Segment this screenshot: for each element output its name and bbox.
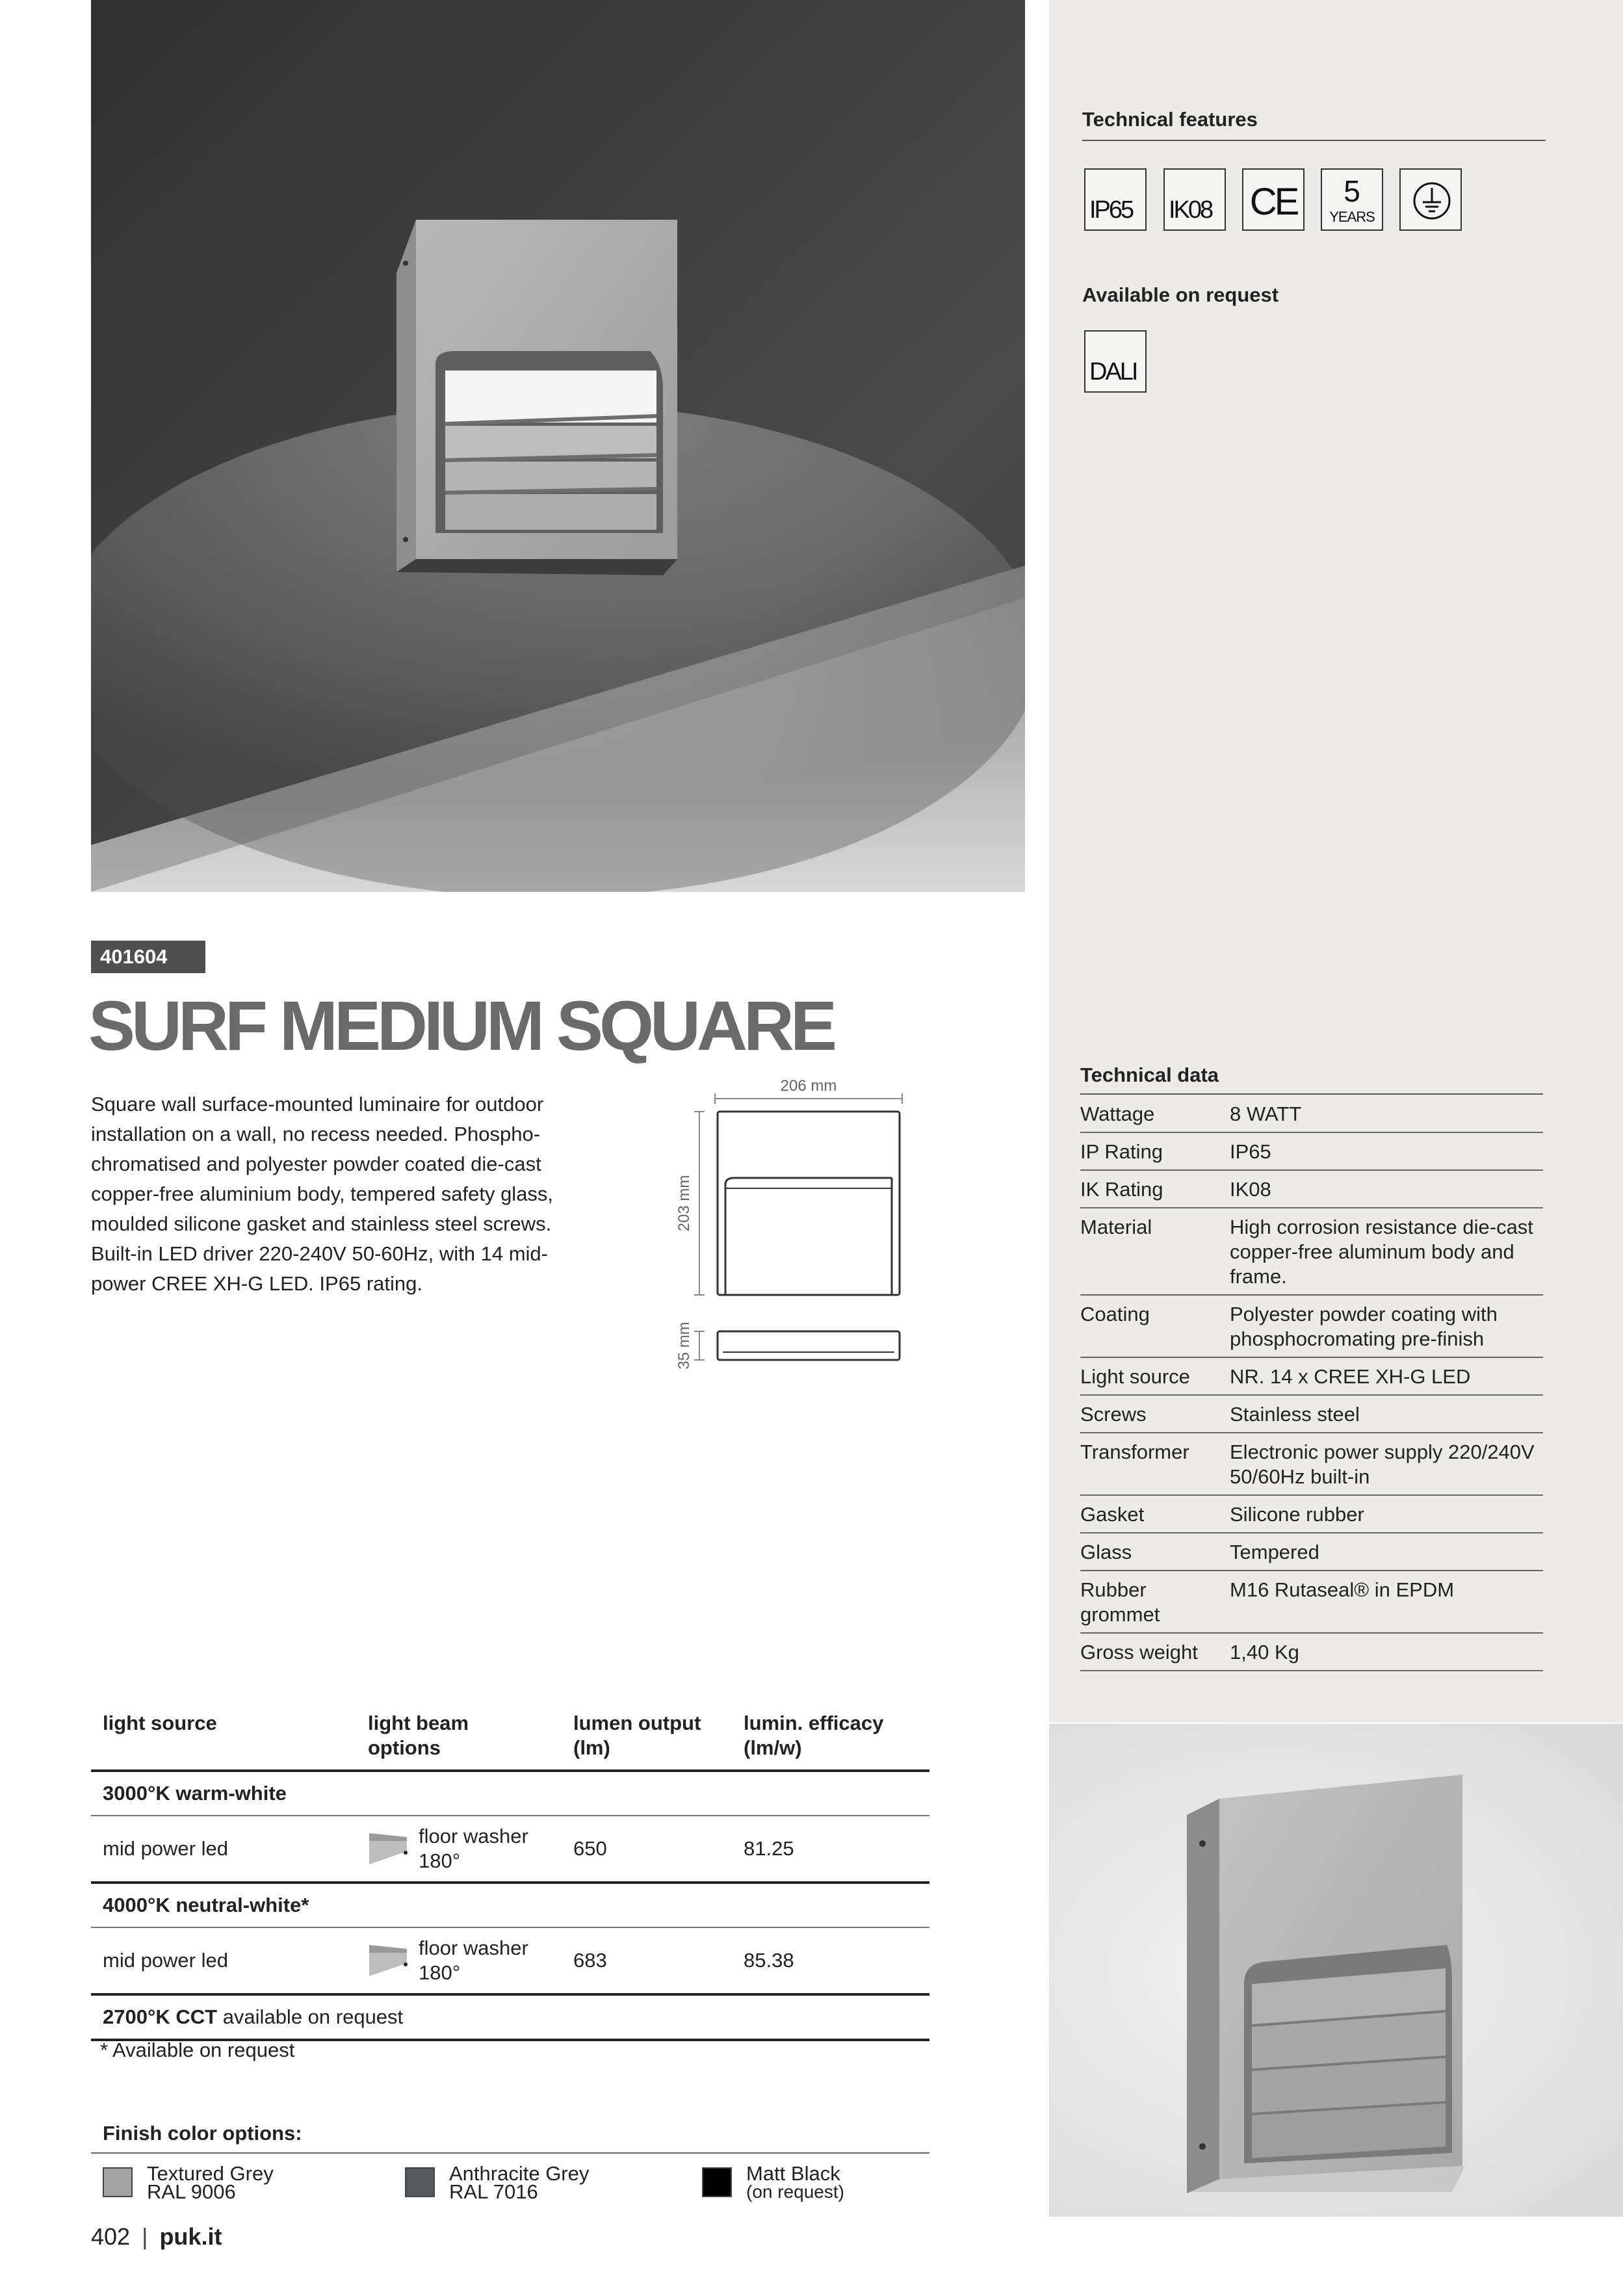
beam-label: floor washer 180° bbox=[419, 1825, 528, 1872]
ip65-icon bbox=[1084, 168, 1147, 231]
cct-note-bold: 2700°K CCT bbox=[103, 2005, 218, 2028]
tech-key: Screws bbox=[1080, 1395, 1230, 1433]
tech-value: NR. 14 x CREE XH-G LED bbox=[1230, 1357, 1543, 1395]
finish-name: Matt Black bbox=[746, 2162, 840, 2185]
ground-earth-icon bbox=[1399, 168, 1462, 231]
table-row bbox=[1080, 1170, 1543, 1208]
finish-label bbox=[746, 2162, 844, 2202]
product-name: SURF MEDIUM SQUARE bbox=[88, 986, 834, 1065]
table-row bbox=[1080, 1495, 1543, 1533]
footnote: * Available on request bbox=[100, 2039, 295, 2061]
table-row bbox=[1080, 1095, 1543, 1132]
header-lumen-output: lumen output (lm) bbox=[573, 1703, 744, 1771]
finish-code: RAL 9006 bbox=[147, 2180, 236, 2203]
finish-code: (on request) bbox=[746, 2182, 844, 2202]
ik08-badge-label: IK08 bbox=[1169, 196, 1212, 224]
tech-value: Polyester powder coating with phosphocromating pre-finish bbox=[1230, 1295, 1543, 1357]
color-swatch bbox=[702, 2167, 732, 2197]
website-link[interactable]: puk.it bbox=[159, 2223, 222, 2250]
ground-earth-symbol bbox=[1401, 170, 1463, 232]
divider bbox=[1080, 1093, 1543, 1095]
header-light-source: light source bbox=[91, 1703, 368, 1771]
tech-key: Light source bbox=[1080, 1357, 1230, 1395]
finish-code: RAL 7016 bbox=[449, 2180, 538, 2203]
tech-value: Tempered bbox=[1230, 1533, 1543, 1571]
finish-label bbox=[449, 2162, 590, 2203]
dimension-drawing bbox=[663, 1066, 923, 1404]
warranty-5-years-icon bbox=[1321, 168, 1383, 231]
efficacy-cell: 81.25 bbox=[744, 1816, 929, 1883]
tech-key: Transformer bbox=[1080, 1433, 1230, 1495]
technical-data-title: Technical data bbox=[1080, 1063, 1219, 1086]
tech-key: IK Rating bbox=[1080, 1170, 1230, 1208]
group-title: 4000°K neutral-white* bbox=[91, 1883, 929, 1927]
table-row bbox=[1080, 1395, 1543, 1433]
finish-label bbox=[147, 2162, 274, 2203]
height-dimension-label: 203 mm bbox=[675, 1175, 693, 1232]
finish-title: Finish color options: bbox=[103, 2122, 302, 2145]
footer-separator: | bbox=[142, 2223, 148, 2250]
table-row bbox=[1080, 1295, 1543, 1357]
header-lumin-efficacy: lumin. efficacy (lm/w) bbox=[744, 1703, 929, 1771]
technical-data-table bbox=[1080, 1095, 1543, 1671]
efficacy-cell: 85.38 bbox=[744, 1927, 929, 1994]
depth-dimension-label: 35 mm bbox=[675, 1322, 693, 1370]
table-row bbox=[1080, 1433, 1543, 1495]
finish-name: Anthracite Grey bbox=[449, 2162, 590, 2185]
tech-value: Silicone rubber bbox=[1230, 1495, 1543, 1533]
ce-badge-label: CE bbox=[1249, 181, 1297, 223]
ce-mark-icon bbox=[1242, 168, 1305, 231]
available-on-request-title: Available on request bbox=[1082, 283, 1279, 306]
tech-value: Electronic power supply 220/240V 50/60Hz built-in bbox=[1230, 1433, 1543, 1495]
color-swatch bbox=[405, 2167, 435, 2197]
floor-washer-beam-icon bbox=[368, 1944, 408, 1977]
tech-key: Coating bbox=[1080, 1295, 1230, 1357]
hero-photo-illustration bbox=[91, 0, 1025, 892]
table-row bbox=[91, 1816, 929, 1883]
dali-badge-label: DALI bbox=[1089, 358, 1137, 385]
header-light-beam: light beam options bbox=[368, 1703, 573, 1771]
tech-value: 1,40 Kg bbox=[1230, 1633, 1543, 1671]
beam-cell bbox=[368, 1816, 573, 1883]
group-title: 3000°K warm-white bbox=[91, 1771, 929, 1816]
lumen-cell: 683 bbox=[573, 1927, 744, 1994]
warranty-number: 5 bbox=[1344, 174, 1360, 208]
table-row bbox=[1080, 1208, 1543, 1295]
tech-key: Gross weight bbox=[1080, 1633, 1230, 1671]
tech-value: M16 Rutaseal® in EPDM bbox=[1230, 1571, 1543, 1633]
tech-value: High corrosion resistance die-cast copper-free aluminum body and frame. bbox=[1230, 1208, 1543, 1295]
floor-washer-beam-icon bbox=[368, 1832, 408, 1866]
table-row bbox=[1080, 1132, 1543, 1170]
color-swatch bbox=[103, 2167, 133, 2197]
ik08-icon bbox=[1163, 168, 1226, 231]
ip65-badge-label: IP65 bbox=[1089, 196, 1133, 224]
product-detail-photo bbox=[1049, 1724, 1623, 2217]
finish-option-matt-black bbox=[702, 2162, 844, 2202]
lumen-cell: 650 bbox=[573, 1816, 744, 1883]
beam-label: floor washer 180° bbox=[419, 1937, 528, 1984]
source-cell: mid power led bbox=[91, 1816, 368, 1883]
dali-icon bbox=[1084, 330, 1147, 393]
technical-features-title: Technical features bbox=[1082, 108, 1258, 131]
table-row bbox=[1080, 1633, 1543, 1671]
light-source-table bbox=[91, 1703, 929, 2041]
finish-name: Textured Grey bbox=[147, 2162, 274, 2185]
warranty-years-label: YEARS bbox=[1329, 209, 1375, 225]
table-row bbox=[91, 1927, 929, 1994]
table-row bbox=[1080, 1571, 1543, 1633]
cct-note-rest: available on request bbox=[217, 2005, 404, 2028]
divider bbox=[1082, 140, 1546, 141]
tech-key: Material bbox=[1080, 1208, 1230, 1295]
finish-option-textured-grey bbox=[103, 2162, 274, 2203]
tech-value: IK08 bbox=[1230, 1170, 1543, 1208]
tech-value: IP65 bbox=[1230, 1132, 1543, 1170]
product-description: Square wall surface-mounted luminaire for outdoor installation on a wall, no recess needed. Phospho-chromatised and polyester powder coated die-cast copper-free aluminium body, tempered safety glass, moulded silicone gasket and stainless steel screws. Built-in LED driver 220-240V 50-60Hz, with 14 mid-power CREE XH-G LED. IP65 rating. bbox=[91, 1093, 554, 1295]
table-row bbox=[1080, 1533, 1543, 1571]
divider bbox=[91, 2152, 929, 2154]
tech-value: Stainless steel bbox=[1230, 1395, 1543, 1433]
tech-value: 8 WATT bbox=[1230, 1095, 1543, 1132]
product-detail-illustration bbox=[1049, 1724, 1623, 2217]
beam-cell bbox=[368, 1927, 573, 1994]
page-footer bbox=[91, 2223, 222, 2250]
table-row bbox=[1080, 1357, 1543, 1395]
tech-key: Glass bbox=[1080, 1533, 1230, 1571]
source-cell: mid power led bbox=[91, 1927, 368, 1994]
page-number: 402 bbox=[91, 2223, 131, 2250]
tech-key: IP Rating bbox=[1080, 1132, 1230, 1170]
tech-key: Gasket bbox=[1080, 1495, 1230, 1533]
tech-key: Wattage bbox=[1080, 1095, 1230, 1132]
hero-product-photo bbox=[91, 0, 1025, 892]
tech-key: Rubber grommet bbox=[1080, 1571, 1230, 1633]
product-code-badge: 401604 bbox=[91, 941, 205, 973]
finish-option-anthracite-grey bbox=[405, 2162, 590, 2203]
width-dimension-label: 206 mm bbox=[780, 1077, 837, 1095]
cct-note bbox=[91, 1994, 929, 2040]
